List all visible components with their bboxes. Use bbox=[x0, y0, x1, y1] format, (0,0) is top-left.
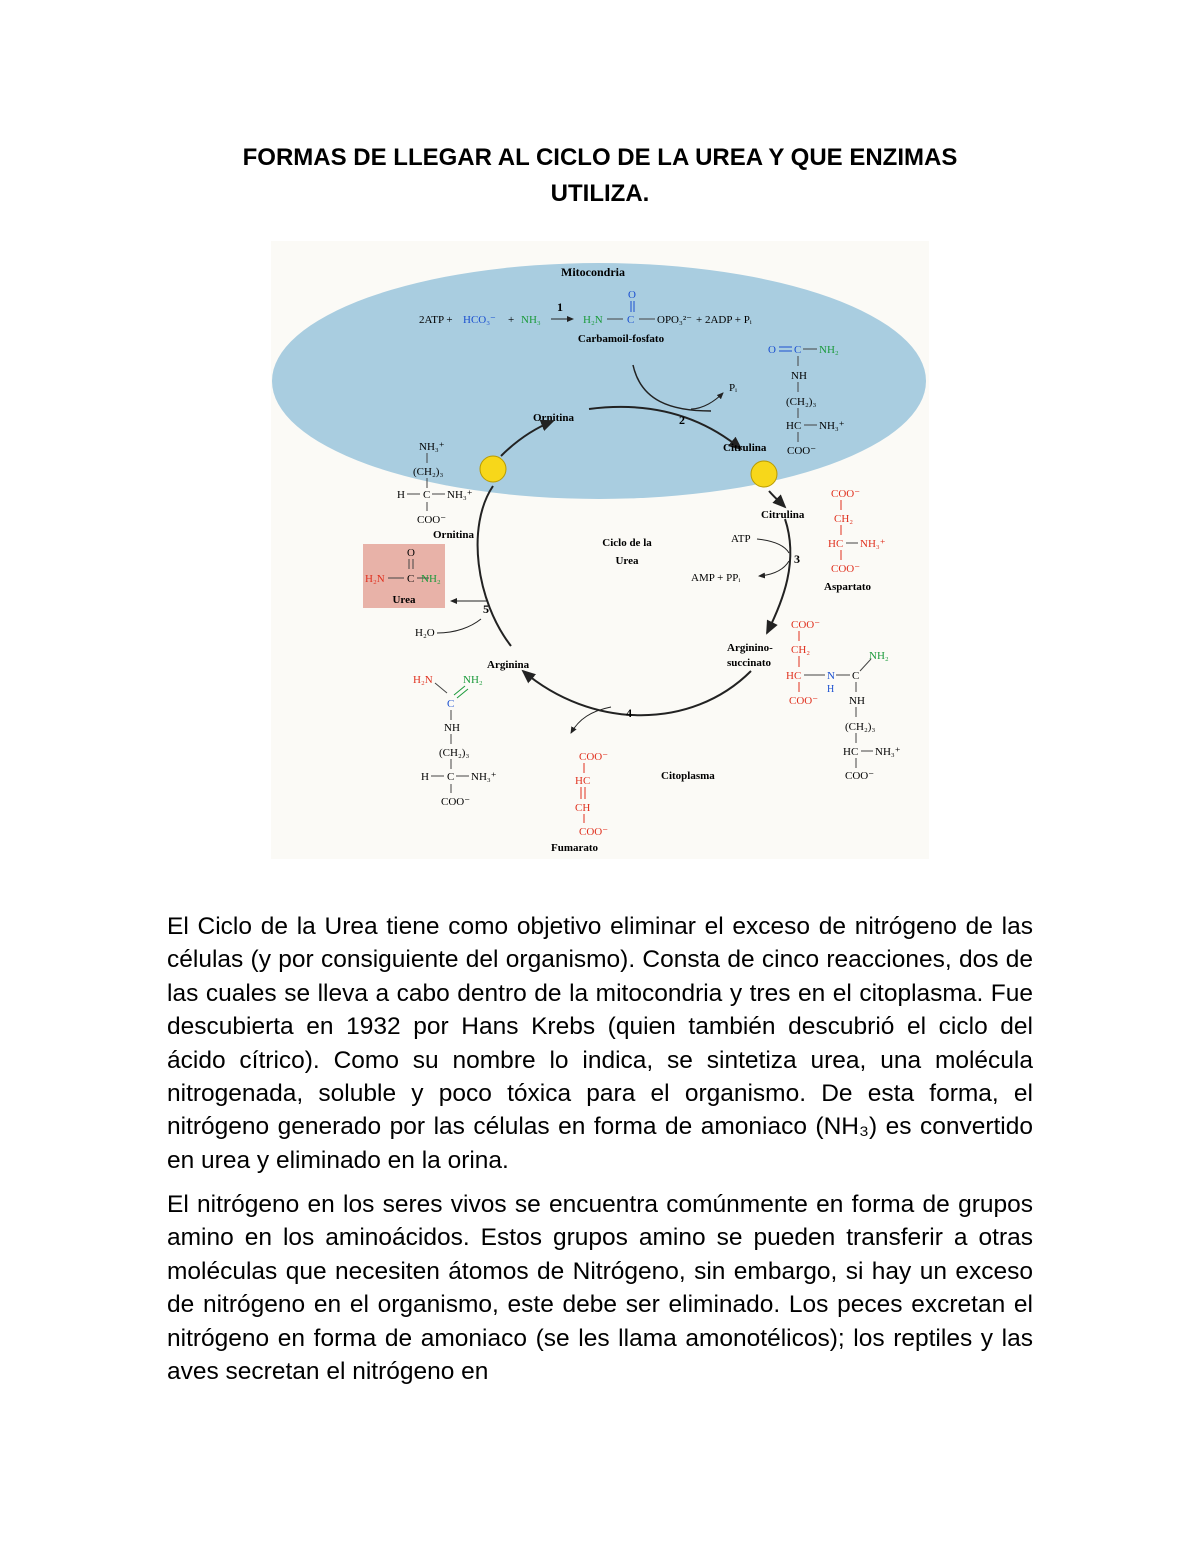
as-coo2: COO⁻ bbox=[789, 695, 819, 707]
arginina-name: Arginina bbox=[487, 659, 530, 671]
urea-cycle-diagram bbox=[271, 241, 929, 859]
reaction1-hco3: HCO₃⁻ bbox=[463, 314, 496, 326]
aspartato-ch2: CH₂ bbox=[834, 513, 854, 525]
document-title bbox=[150, 140, 1050, 212]
reaction1-atp: 2ATP + bbox=[419, 314, 453, 326]
bond bbox=[454, 686, 465, 695]
bond bbox=[435, 683, 447, 693]
aspartato-coo2: COO⁻ bbox=[831, 563, 861, 575]
arginina-ch2: (CH₂)₃ bbox=[439, 747, 470, 759]
atp-arrow bbox=[757, 539, 789, 553]
aspartato-hc: HC bbox=[828, 538, 844, 550]
fumarato-name: Fumarato bbox=[551, 842, 599, 854]
urea-name: Urea bbox=[392, 594, 416, 606]
ornitina-transporter bbox=[480, 456, 506, 482]
citrulina-top-label: Citrulina bbox=[723, 442, 767, 454]
argininosuccinato-name-2: succinato bbox=[727, 657, 771, 669]
step3-number: 3 bbox=[794, 552, 800, 566]
bond bbox=[457, 689, 468, 698]
as-n: N bbox=[827, 670, 835, 682]
ornitina-coo: COO⁻ bbox=[417, 514, 447, 526]
as-ch2b: (CH₂)₃ bbox=[845, 721, 876, 733]
fumarato-coo1: COO⁻ bbox=[579, 751, 609, 763]
urea-c: C bbox=[407, 573, 415, 585]
urea-o: O bbox=[407, 547, 415, 559]
as-ch2: CH₂ bbox=[791, 644, 811, 656]
arginina-c: C bbox=[447, 698, 455, 710]
pi-label: Pᵢ bbox=[729, 382, 737, 394]
atp-label: ATP bbox=[731, 533, 751, 545]
as-nh3: NH₃⁺ bbox=[875, 746, 901, 758]
carbamoyl-phosphate-label: Carbamoil-fosfato bbox=[577, 333, 665, 345]
citrulina-transporter bbox=[751, 461, 777, 487]
arginina-nh: NH bbox=[444, 722, 460, 734]
h2o-arrow bbox=[437, 619, 481, 633]
as-nh: NH bbox=[849, 695, 865, 707]
citrulina-hc: HC bbox=[786, 420, 802, 432]
cycle-arc-step3 bbox=[767, 519, 790, 633]
argininosuccinato-name-1: Arginino- bbox=[727, 642, 773, 654]
fumarato-hc: HC bbox=[575, 775, 591, 787]
ornitina-c: C bbox=[423, 489, 431, 501]
citrulina-nh2: NH₂ bbox=[819, 344, 839, 356]
citrulina-nh: NH bbox=[791, 370, 807, 382]
as-coo3: COO⁻ bbox=[845, 770, 875, 782]
reaction1-opo3: OPO₃²⁻ bbox=[657, 314, 692, 326]
reaction1-o: O bbox=[628, 289, 636, 301]
aspartato-nh3: NH₃⁺ bbox=[860, 538, 886, 550]
mitochondria-region bbox=[272, 263, 926, 499]
citrulina-nh3: NH₃⁺ bbox=[819, 420, 845, 432]
as-coo1: COO⁻ bbox=[791, 619, 821, 631]
aspartato-coo1: COO⁻ bbox=[831, 488, 861, 500]
reaction1-c: C bbox=[627, 314, 635, 326]
mitochondria-label: Mitocondria bbox=[561, 265, 625, 279]
arginina-nh2: NH₂ bbox=[463, 674, 483, 686]
reaction1-plus: + bbox=[508, 314, 515, 326]
reaction1-products: + 2ADP + Pᵢ bbox=[696, 314, 752, 326]
fumarato-coo2: COO⁻ bbox=[579, 826, 609, 838]
amp-arrow bbox=[759, 561, 789, 576]
ornitina-nh3b: NH₃⁺ bbox=[447, 489, 473, 501]
as-nh2: NH₂ bbox=[869, 650, 889, 662]
title-line-2: UTILIZA. bbox=[550, 180, 650, 207]
arginina-coo: COO⁻ bbox=[441, 796, 471, 808]
citrulina-ch2: (CH₂)₃ bbox=[786, 396, 817, 408]
citrulina-o: O bbox=[768, 344, 776, 356]
cycle-arc-citrulina-right bbox=[769, 491, 785, 507]
cycle-label-1: Ciclo de la bbox=[602, 537, 652, 549]
aspartato-name: Aspartato bbox=[824, 581, 872, 593]
reaction1-nh3: NH₃ bbox=[521, 314, 541, 326]
cycle-arc-step4 bbox=[523, 671, 751, 715]
as-c: C bbox=[852, 670, 860, 682]
ornitina-nh3: NH₃⁺ bbox=[419, 441, 445, 453]
cycle-arc-arginina-ornitina bbox=[478, 486, 511, 646]
h2o-label: H₂O bbox=[415, 627, 435, 639]
step4-number: 4 bbox=[626, 706, 632, 720]
as-h: H bbox=[827, 684, 835, 695]
arginina-h: H bbox=[421, 771, 429, 783]
reaction1-h2n: H₂N bbox=[583, 314, 603, 326]
ornitina-name: Ornitina bbox=[433, 529, 474, 541]
arginina-c2: C bbox=[447, 771, 455, 783]
fumarato-ch: CH bbox=[575, 802, 591, 814]
step5-number: 5 bbox=[483, 602, 489, 616]
paragraph-1: El Ciclo de la Urea tiene como objetivo eliminar el exceso de nitrógeno de las células (y por consiguiente del organismo). Consta de cinco reacciones, dos de las cuales se lleva a cabo dentro de la mitocondria y tres en el citoplasma. Fue descubierta en 1932 por Hans Krebs (quien también descubrió el ciclo del ácido cítrico). Como su nombre lo indica, se sintetiza urea, una molécula nitrogenada, soluble y poco tóxica para el organismo. De esta forma, el nitrógeno generado por las células en forma de amoniaco (NH₃) es convertido en urea y eliminado en la orina. bbox=[167, 913, 1033, 1174]
paragraph-2: El nitrógeno en los seres vivos se encuentra comúnmente en forma de grupos amino en los aminoácidos. Estos grupos amino se pueden transferir a otras moléculas que necesiten átomos de Nitrógeno, sin embargo, si hay un exceso de nitrógeno en el organismo, este debe ser eliminado. Los peces excretan el nitrógeno en forma de amoniaco (se les llama amonotélicos); los reptiles y las aves secretan el nitrógeno en bbox=[167, 1191, 1033, 1386]
as-hc2: HC bbox=[843, 746, 859, 758]
citrulina-coo: COO⁻ bbox=[787, 445, 817, 457]
arginina-nh3: NH₃⁺ bbox=[471, 771, 497, 783]
urea-nh2: NH₂ bbox=[421, 573, 441, 585]
cycle-label-2: Urea bbox=[615, 555, 639, 567]
cytoplasm-label: Citoplasma bbox=[661, 770, 715, 782]
ornitina-h: H bbox=[397, 489, 405, 501]
step2-number: 2 bbox=[679, 413, 685, 427]
arginina-h2n: H₂N bbox=[413, 674, 433, 686]
amp-label: AMP + PPᵢ bbox=[691, 572, 741, 584]
title-line-1: FORMAS DE LLEGAR AL CICLO DE LA UREA Y QUE ENZIMAS bbox=[242, 144, 958, 171]
citrulina-right-label: Citrulina bbox=[761, 509, 805, 521]
ornitina-ch2: (CH₂)₃ bbox=[413, 466, 444, 478]
ornitina-top-label: Ornitina bbox=[533, 412, 574, 424]
urea-h2n: H₂N bbox=[365, 573, 385, 585]
reaction1-step: 1 bbox=[557, 300, 563, 314]
as-hc: HC bbox=[786, 670, 802, 682]
citrulina-c: C bbox=[794, 344, 802, 356]
